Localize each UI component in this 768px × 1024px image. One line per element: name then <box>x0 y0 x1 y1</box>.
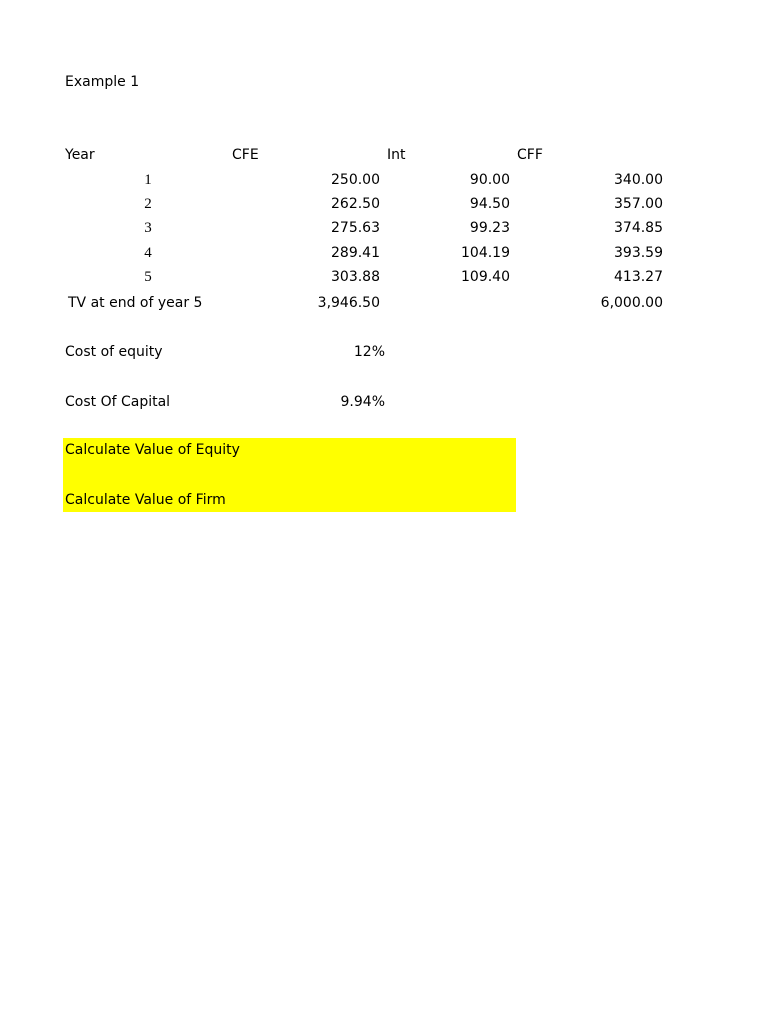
cost-of-capital-label: Cost Of Capital <box>65 394 171 410</box>
year-cell: 2 <box>144 196 152 212</box>
cfe-cell: 262.50 <box>331 196 380 212</box>
task-value-of-equity: Calculate Value of Equity <box>65 442 240 458</box>
page-title: Example 1 <box>65 74 140 90</box>
cff-cell: 413.27 <box>614 269 663 285</box>
header-year: Year <box>65 147 95 163</box>
cfe-cell: 275.63 <box>331 220 380 236</box>
header-cfe: CFE <box>232 147 259 163</box>
year-cell: 4 <box>144 245 152 261</box>
terminal-value-cff: 6,000.00 <box>600 295 663 311</box>
terminal-value-label: TV at end of year 5 <box>68 295 203 311</box>
task-value-of-firm: Calculate Value of Firm <box>65 492 226 508</box>
cost-of-capital-value: 9.94% <box>340 394 385 410</box>
cff-cell: 393.59 <box>614 245 663 261</box>
cfe-cell: 289.41 <box>331 245 380 261</box>
year-cell: 5 <box>144 269 152 285</box>
cff-cell: 374.85 <box>614 220 663 236</box>
int-cell: 104.19 <box>461 245 510 261</box>
int-cell: 90.00 <box>469 172 510 188</box>
year-cell: 3 <box>144 220 152 236</box>
cfe-cell: 303.88 <box>331 269 380 285</box>
int-cell: 109.40 <box>461 269 510 285</box>
cfe-cell: 250.00 <box>331 172 380 188</box>
cost-of-equity-value: 12% <box>353 344 385 360</box>
cost-of-equity-label: Cost of equity <box>65 344 163 360</box>
header-int: Int <box>387 147 406 163</box>
header-cff: CFF <box>517 147 543 163</box>
cff-cell: 357.00 <box>614 196 663 212</box>
int-cell: 99.23 <box>469 220 510 236</box>
int-cell: 94.50 <box>469 196 510 212</box>
year-cell: 1 <box>144 172 152 188</box>
terminal-value-cfe: 3,946.50 <box>317 295 380 311</box>
cff-cell: 340.00 <box>614 172 663 188</box>
